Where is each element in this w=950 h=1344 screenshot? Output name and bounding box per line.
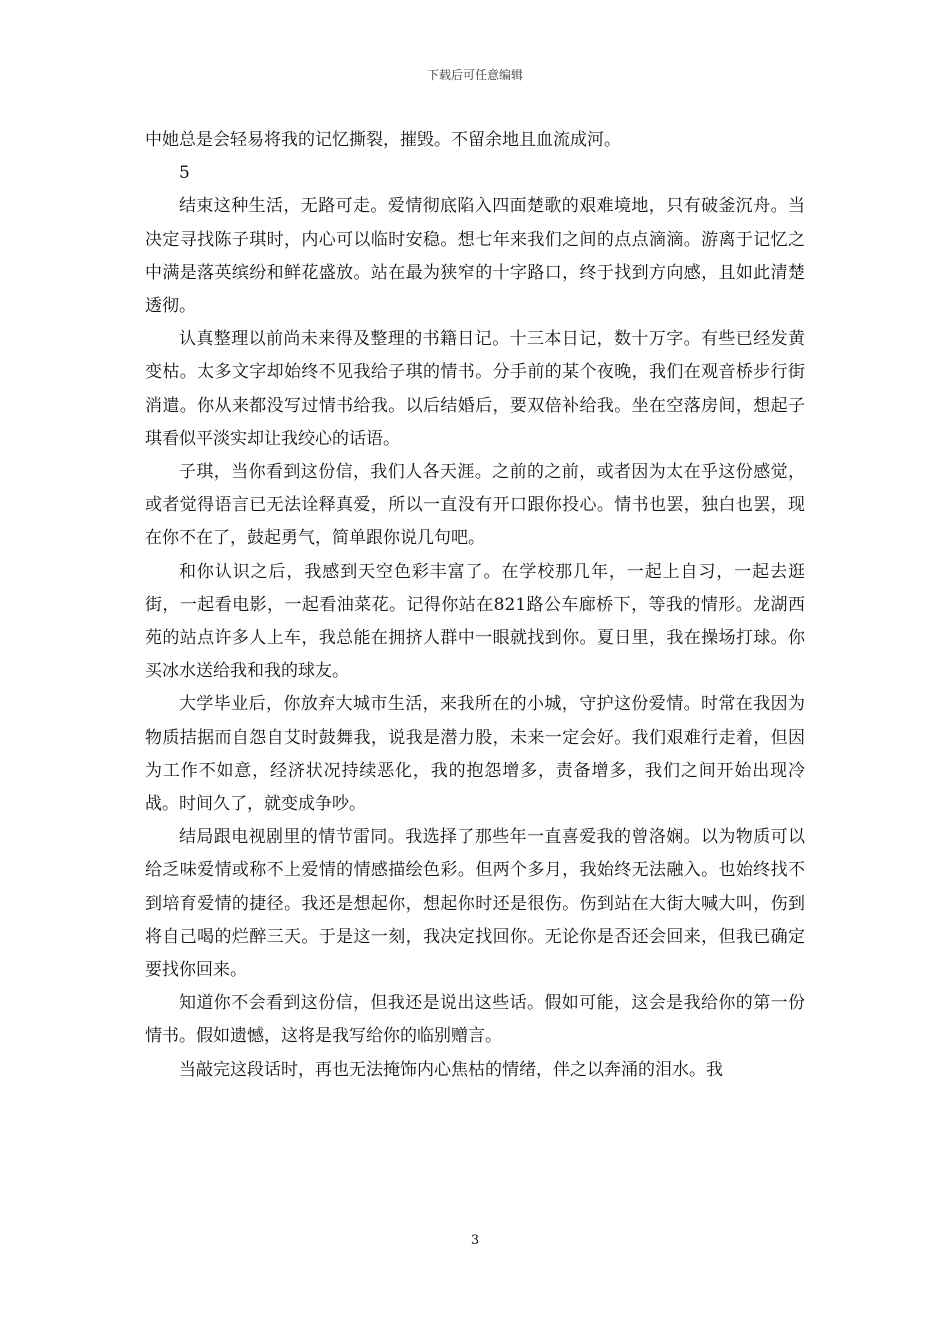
page-number: 3 <box>470 1233 480 1248</box>
paragraph: 当敲完这段话时，再也无法掩饰内心焦枯的情绪，伴之以奔涌的泪水。我 <box>179 1059 723 1080</box>
document-body <box>145 124 805 1087</box>
section-number: 5 <box>179 163 190 184</box>
paragraph: 子琪，当你看到这份信，我们人各天涯。之前的之前，或者因为太在乎这份感觉，或者觉得语言已无法诠释真爱，所以一直没有开口跟你投心。情书也罢，独白也罢，现在你不在了，鼓起勇气，简单跟你说几句吧。 <box>145 462 805 549</box>
paragraph-continuation: 中她总是会轻易将我的记忆撕裂，摧毁。不留余地且血流成河。 <box>145 130 621 150</box>
paragraph: 结束这种生活，无路可走。爱情彻底陷入四面楚歌的艰难境地，只有破釜沉舟。当决定寻找陈子琪时，内心可以临时安稳。想七年来我们之间的点点滴滴。游离于记忆之中满是落英缤纷和鲜花盛放。站在最为狭窄的十字路口，终于找到方向感，且如此清楚透彻。 <box>145 196 805 317</box>
paragraph: 大学毕业后，你放弃大城市生活，来我所在的小城，守护这份爱情。时常在我因为物质拮据而自怨自艾时鼓舞我，说我是潜力股，未来一定会好。我们艰难行走着，但因为工作不如意，经济状况持续恶化，我的抱怨增多，责备增多，我们之间开始出现冷战。时间久了，就变成争吵。 <box>145 694 805 815</box>
paragraph: 和你认识之后，我感到天空色彩丰富了。在学校那几年，一起上自习，一起去逛街，一起看电影，一起看油菜花。记得你站在821路公车廊桥下，等我的情形。龙湖西苑的站点许多人上车，我总能在拥挤人群中一眼就找到你。夏日里，我在操场打球。你买冰水送给我和我的球友。 <box>145 561 805 682</box>
paragraph: 认真整理以前尚未来得及整理的书籍日记。十三本日记，数十万字。有些已经发黄变枯。太多文字却始终不见我给子琪的情书。分手前的某个夜晚，我们在观音桥步行街消遣。你从来都没写过情书给我。以后结婚后，要双倍补给我。坐在空落房间，想起子琪看似平淡实却让我绞心的话语。 <box>145 329 805 449</box>
paragraph: 结局跟电视剧里的情节雷同。我选择了那些年一直喜爱我的曾洛娴。以为物质可以给乏味爱情或称不上爱情的情感描绘色彩。但两个多月，我始终无法融入。也始终找不到培育爱情的捷径。我还是想起你，想起你时还是很伤。伤到站在大街大喊大叫，伤到将自己喝的烂醉三天。于是这一刻，我决定找回你。无论你是否还会回来，但我已确定要找你回来。 <box>145 827 805 981</box>
paragraph: 知道你不会看到这份信，但我还是说出这些话。假如可能，这会是我给你的第一份情书。假如遗憾，这将是我写给你的临别赠言。 <box>145 993 805 1047</box>
page-header: 下载后可任意编辑 <box>426 68 523 82</box>
